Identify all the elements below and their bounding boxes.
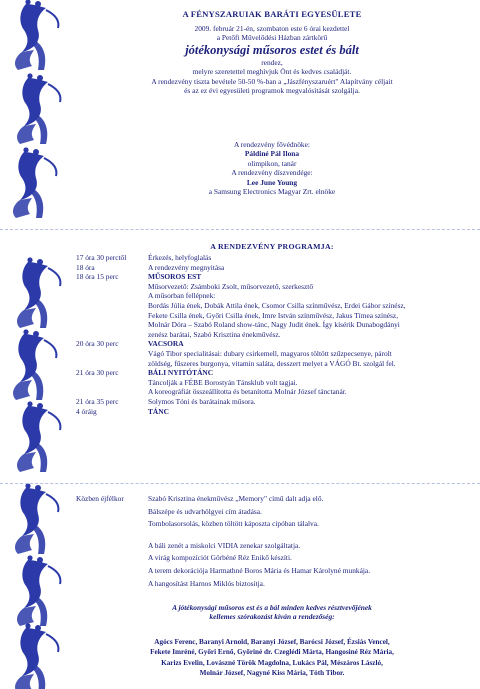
program-desc — [148, 397, 470, 407]
purpose-line-2: és az ez évi egyesületi programok megvalósítását szolgálja. — [184, 86, 360, 96]
program-row — [76, 407, 470, 417]
midnight-line: Bálszépe és udvarhölgyei cím átadása. — [148, 506, 262, 516]
venue-line: a Petőfi Művelődési Házban zártkörű — [216, 33, 328, 43]
midnight-line: Szabó Krisztina énekművész „Memory" című dalt adja elő. — [148, 494, 324, 503]
program-list — [76, 253, 470, 416]
program-item-line: Fekete Csilla ének, Győri Csilla ének, Imre István színművész, Jakus Tímea színész, — [148, 310, 399, 320]
program-row — [76, 253, 470, 263]
program-item-line: A műsorban fellépnek: — [148, 291, 216, 301]
organizers-list — [70, 637, 474, 679]
program-time: 4 óráig — [76, 406, 97, 416]
organizers-line: Fekete Imréné, Győri Ernő, Győriné dr. Czeglédi Márta, Hangosiné Réz Mária, — [150, 648, 394, 657]
program-item-line: zöldség, fűszeres burgonya, vitamin saláta, desszert melyet a VÁGÓ Bt. szolgál fel. — [148, 358, 396, 368]
main-patron-name: Páldiné Pál Ilona — [244, 149, 300, 159]
program-time: 18 óra 15 perc — [76, 272, 119, 282]
program-item-line: Solymos Tóni és barátainak műsora. — [148, 396, 256, 406]
midnight-block — [76, 494, 470, 588]
main-patron-title: olimpikon, tanár — [247, 158, 297, 168]
program-item-title: TÁNC — [148, 406, 169, 416]
main-patron-label: A rendezvény fővédnöke: — [234, 140, 310, 149]
closing-block — [70, 603, 474, 622]
program-title: A RENDEZVÉNY PROGRAMJA: — [210, 242, 334, 251]
closing-line-1: A jótékonysági műsoros est és a bál minden kedves résztvevőjének — [172, 603, 372, 612]
program-time: 21 óra 35 perc — [76, 396, 119, 406]
date-line: 2009. február 21-én, szombaton este 6 órai kezdettel — [194, 24, 350, 33]
organizers-line: Molnár József, Nagyné Kiss Mária, Tóth Tibor. — [199, 669, 345, 678]
program-item-title: BÁLI NYITÓTÁNC — [148, 368, 214, 378]
program-desc — [148, 339, 470, 368]
program-time: 21 óra 30 perc — [76, 368, 119, 378]
program-row — [76, 263, 470, 273]
invite-line: melyre szeretettel meghívjuk Önt és kedves családját. — [192, 67, 352, 77]
program-item-line: Bordás Júlia ének, Dobák Attila ének, Csomor Csilla színművész, Erdei Gábor színész, — [148, 300, 406, 310]
program-item-line: A rendezvény megnyitása — [148, 262, 225, 272]
program-row — [76, 368, 470, 397]
credit-line: A terem dekorációja Harmathné Boros Mária és Hamar Károlyné munkája. — [148, 565, 371, 575]
program-row — [76, 397, 470, 407]
organizers-line: Karizs Evelin, Lovászné Török Magdolna, Lukács Pál, Mészáros László, — [161, 658, 383, 667]
midnight-time: Közben éjfélkor — [76, 494, 124, 503]
event-name: jótékonysági műsoros estet és bált — [185, 42, 359, 57]
program-item-line: Érkezés, helyfoglalás — [148, 253, 212, 262]
program-item-title: VACSORA — [148, 339, 184, 349]
program-item-line: zenész barátai, Szabó Krisztina énekművész. — [148, 329, 281, 339]
section-divider — [0, 229, 480, 230]
guest-name: Lee June Young — [246, 177, 298, 187]
program-item-line: A koreográfiát összeállította és betanította Molnár József tánctanár. — [148, 387, 347, 397]
guest-title: a Samsung Electronics Magyar Zrt. elnöke — [208, 187, 336, 197]
program-desc — [148, 272, 470, 339]
patrons-block — [70, 140, 474, 196]
closing-line-2: kellemes szórakozást kíván a rendezőség: — [209, 612, 335, 622]
intro-block — [70, 24, 474, 95]
program-item-line: Molnár Dóra – Szabó Roland show-tánc, Nagy Judit ének. Így kísérik Dunabogdányi — [148, 320, 400, 330]
credit-line: A hangosítást Harnos Miklós biztosítja. — [148, 578, 265, 588]
program-row — [76, 339, 470, 368]
rendez-line: rendez, — [261, 57, 283, 67]
program-desc — [148, 263, 470, 273]
program-time: 18 óra — [76, 262, 95, 272]
section-divider — [0, 483, 480, 484]
midnight-line: Tombolasorsolás, közben töltött káposzta cipóban tálalva. — [148, 519, 319, 529]
program-time: 17 óra 30 perctől — [76, 253, 127, 262]
purpose-line-1: A rendezvény tiszta bevétele 50-50 %-ban a „Jászfényszaruért" Alapítvány céljait — [151, 76, 393, 86]
guest-label: A rendezvény díszvendége: — [231, 168, 313, 178]
program-time: 20 óra 30 perc — [76, 339, 119, 349]
organization-title: A FÉNYSZARUIAK BARÁTI EGYESÜLETE — [182, 9, 362, 19]
program-row — [76, 272, 470, 339]
midnight-row — [76, 494, 470, 588]
program-item-line: Táncolják a FÉBE Borostyán Tánsklub volt tagjai. — [148, 377, 298, 387]
program-item-line: Vágó Tibor specialitásai: dubary csirkemell, magyaros töltött szűzpecsenye, párolt — [148, 348, 392, 358]
credit-line: A báli zenét a miskolci VIDIA zenekar szolgáltatja. — [148, 540, 301, 550]
midnight-desc — [148, 494, 470, 588]
dancing-couples-decoration — [0, 0, 62, 689]
program-desc — [148, 253, 470, 263]
program-desc — [148, 407, 470, 417]
credit-line: A virág kompozíciót Görbéné Réz Enikő készíti. — [148, 553, 292, 563]
program-item-title: MŰSOROS EST — [148, 272, 202, 282]
program-item-line: Műsorvezető: Zsámboki Zsolt, műsorvezető, szerkesztő — [148, 281, 314, 291]
organizers-line: Agócs Ferenc, Baranyi Arnold, Baranyi József, Barócsi József, Ézsiás Vencel, — [154, 638, 390, 646]
program-desc — [148, 368, 470, 397]
